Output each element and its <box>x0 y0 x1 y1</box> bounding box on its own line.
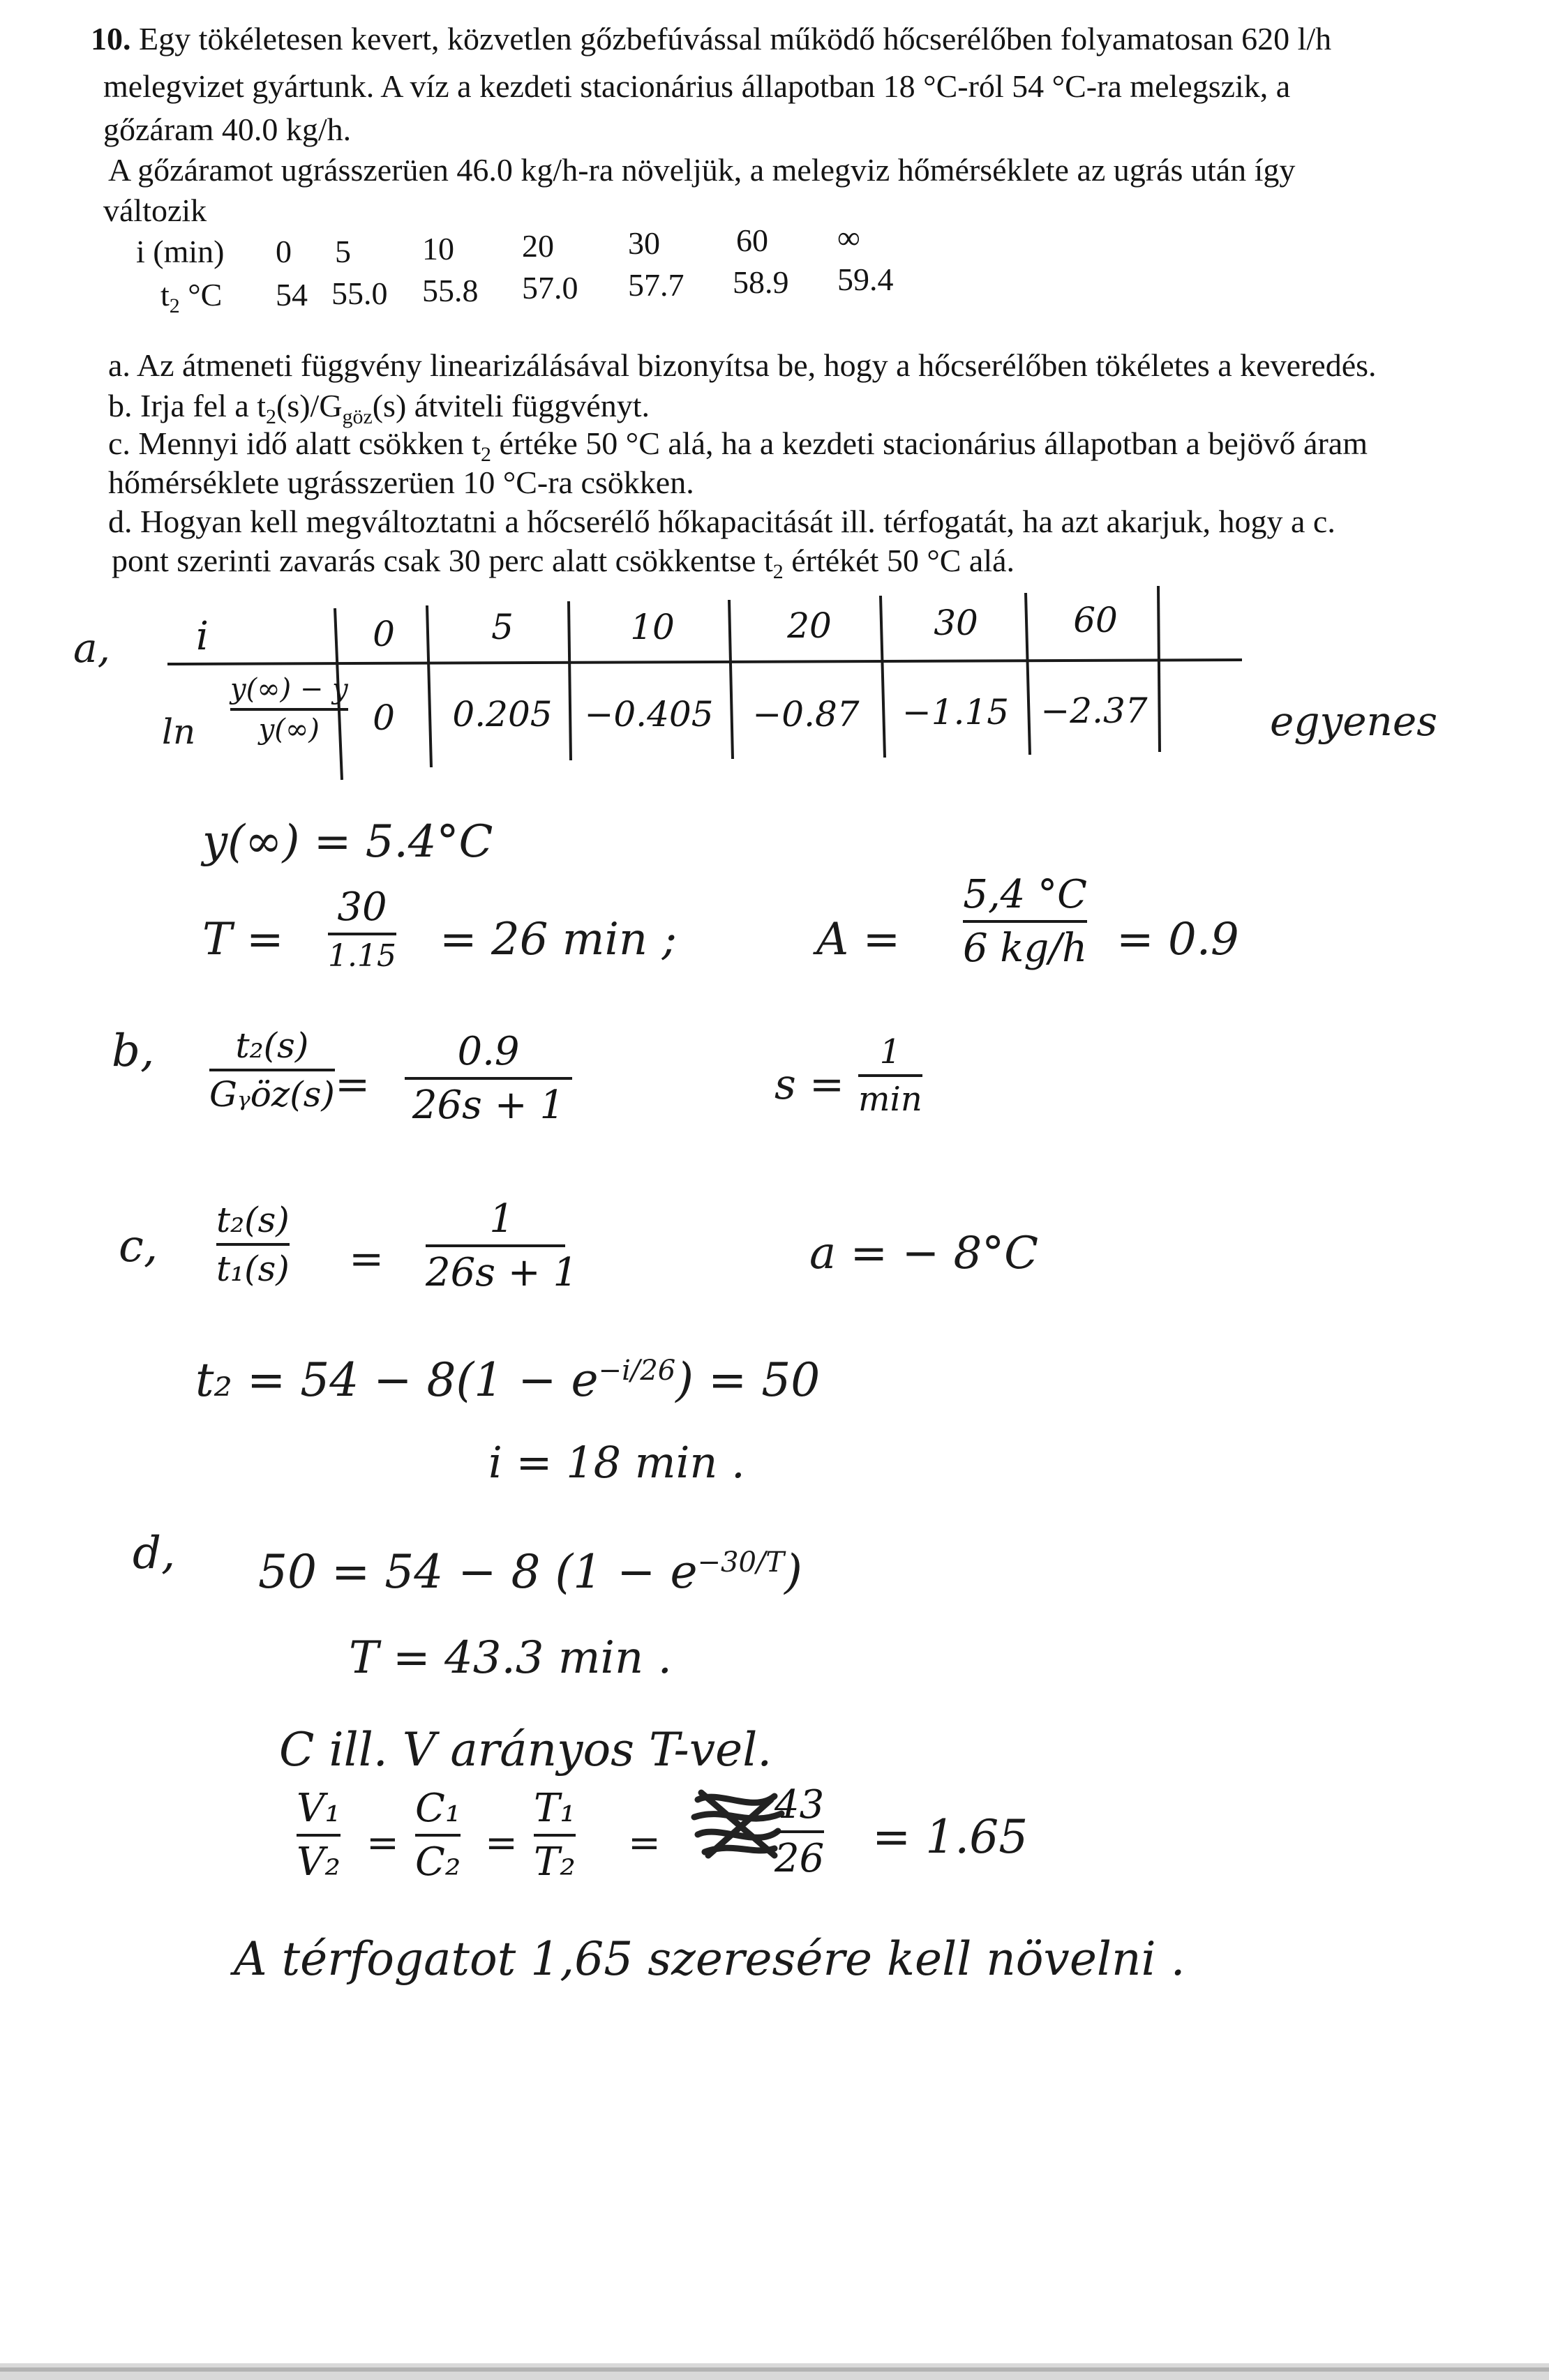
crossed-out-scribble <box>691 1786 788 1862</box>
t-unit: °C <box>179 277 223 312</box>
solution-d-note: C ill. V arányos T-vel. <box>279 1723 772 1777</box>
solution-a-T-lhs: T = <box>202 914 284 965</box>
solution-d-ratio-result: = 1.65 <box>872 1810 1028 1864</box>
V1: V₁ <box>297 1786 341 1831</box>
solution-b-s-fraction <box>858 1032 922 1119</box>
problem-line-1-text: Egy tökéletesen kevert, közvetlen gőzbefúvással működő hőcserélőben folyamatosan 620 l/h <box>139 21 1332 57</box>
c-eq-exponent: −i/26 <box>598 1355 676 1387</box>
equals-sign: = <box>485 1821 518 1866</box>
solution-a-note: egyenes <box>1270 698 1437 745</box>
solution-c-equals: = <box>349 1235 384 1283</box>
scan-edge-noise <box>0 2351 1549 2380</box>
c-rhs-denominator: 26s + 1 <box>426 1250 578 1295</box>
printed-table-time: 30 <box>628 225 660 261</box>
solution-b-lhs-fraction <box>209 1025 335 1115</box>
question-b-pre: b. Irja fel a t <box>108 388 267 423</box>
printed-table-temp: 55.8 <box>422 273 479 308</box>
T-numerator: 30 <box>337 884 387 930</box>
solution-d-conclusion: A térfogatot 1,65 szeresére kell növelni . <box>234 1932 1185 1986</box>
solution-a-table-time: 5 <box>491 607 514 647</box>
solution-d-equation <box>258 1545 802 1599</box>
question-b-sub1: 2 <box>266 405 276 429</box>
ln-numerator: y(∞) − y <box>230 673 348 705</box>
question-d-post: értékét 50 °C alá. <box>783 543 1015 578</box>
solution-a-T-fraction <box>328 884 396 974</box>
printed-table-temp: 54 <box>276 277 308 312</box>
solution-a-table-value: 0 <box>373 698 395 738</box>
s-denominator: min <box>858 1080 922 1119</box>
question-d-sub: 2 <box>772 560 784 584</box>
T1: T₁ <box>534 1786 576 1831</box>
question-a: a. Az átmeneti függvény linearizálásával bizonyítsa be, hogy a hőcserélőben tökéletes a keveredés. <box>108 347 1377 383</box>
problem-line-4: A gőzáramot ugrásszerüen 46.0 kg/h-ra növeljük, a melegviz hőmérséklete az ugrás után így <box>108 152 1296 188</box>
question-c-sub: 2 <box>481 443 491 467</box>
question-b-mid: (s)/G <box>276 388 343 423</box>
solution-c-a: a = − 8°C <box>809 1228 1039 1279</box>
solution-a-table-value: −2.37 <box>1040 691 1148 731</box>
printed-table-time: 20 <box>522 228 554 264</box>
t-subscript: 2 <box>169 294 180 318</box>
t-symbol: t <box>160 277 170 312</box>
printed-table-temp: 58.9 <box>733 264 789 300</box>
question-d-line-1: d. Hogyan kell megváltoztatni a hőcserélő hőkapacitását ill. térfogatát, ha azt akarjuk, hogy a c. <box>108 504 1335 539</box>
b-lhs-denominator: Gᵧöz(s) <box>209 1074 335 1115</box>
solution-c-equation <box>195 1353 820 1407</box>
ratio-value-numerator: 43 <box>774 1782 825 1828</box>
solution-a-table-value: −0.87 <box>752 694 860 735</box>
solution-b-equals: = <box>335 1060 371 1109</box>
A-numerator: 5,4 °C <box>963 872 1087 917</box>
c-lhs-numerator: t₂(s) <box>216 1200 290 1240</box>
c-eq-pre: t₂ = 54 − 8(1 − e <box>195 1353 599 1407</box>
printed-table-time: 60 <box>736 223 768 258</box>
solution-a-label: a, <box>73 624 111 672</box>
ln-denominator: y(∞) <box>258 714 320 746</box>
problem-line-3: gőzáram 40.0 kg/h. <box>103 112 352 147</box>
printed-table-time: 5 <box>335 234 351 269</box>
printed-table-temp: 59.4 <box>837 262 894 297</box>
solution-d-T: T = 43.3 min . <box>349 1632 672 1684</box>
question-b-sub2: göz <box>342 405 373 429</box>
question-d-pre: pont szerinti zavarás csak 30 perc alatt csökkentse t <box>112 543 773 578</box>
solution-a-T-rhs: = 26 min ; <box>440 914 678 965</box>
solution-a-table-time: 60 <box>1073 600 1118 640</box>
problem-number: 10. <box>91 21 131 57</box>
solution-a-A-lhs: A = <box>816 914 901 965</box>
d-eq-exponent: −30/T <box>697 1546 785 1579</box>
C1: C₁ <box>415 1786 461 1831</box>
solution-a-A-fraction <box>963 872 1087 971</box>
solution-a-table-value: −0.405 <box>584 694 714 735</box>
printed-table-temp: 57.0 <box>522 270 578 306</box>
C2: C₂ <box>415 1839 461 1885</box>
b-rhs-denominator: 26s + 1 <box>412 1083 565 1128</box>
solution-a-table-time: 20 <box>787 605 832 646</box>
question-c-line-2: hőmérséklete ugrásszerüen 10 °C-ra csökken. <box>108 465 694 500</box>
solution-b-label: b, <box>112 1025 155 1077</box>
T-denominator: 1.15 <box>328 938 396 974</box>
solution-a-table-head: i <box>196 614 209 659</box>
equals-sign: = <box>628 1821 661 1866</box>
question-c-pre: c. Mennyi idő alatt csökken t <box>108 425 481 461</box>
question-c-post: értéke 50 °C alá, ha a kezdeti stacionárius állapotban a bejövő áram <box>491 425 1368 461</box>
solution-a-ln: ln <box>162 711 196 752</box>
printed-table-time: 10 <box>422 231 454 266</box>
V2: V₂ <box>297 1839 341 1885</box>
b-lhs-numerator: t₂(s) <box>235 1025 309 1066</box>
solution-a-table-value: 0.205 <box>452 694 553 735</box>
problem-line-2: melegvizet gyártunk. A víz a kezdeti stacionárius állapotban 18 °C-ról 54 °C-ra melegszik, a <box>103 68 1291 104</box>
ratio-value-denominator: 26 <box>774 1836 825 1881</box>
s-numerator: 1 <box>879 1032 901 1071</box>
printed-table-temp: 55.0 <box>331 276 388 311</box>
solution-a-table-time: 0 <box>373 614 395 654</box>
d-eq-post: ) <box>784 1545 802 1599</box>
c-rhs-numerator: 1 <box>489 1196 514 1242</box>
solution-a-table-time: 10 <box>630 607 675 647</box>
solution-d-ratio-t <box>534 1786 576 1885</box>
solution-a-A-rhs: = 0.9 <box>1116 914 1239 965</box>
solution-d-label: d, <box>133 1528 176 1579</box>
printed-table-temp: 57.7 <box>628 267 684 303</box>
T2: T₂ <box>534 1839 576 1885</box>
c-lhs-denominator: t₁(s) <box>216 1249 290 1289</box>
solution-a-yinf: y(∞) = 5.4°C <box>202 816 493 868</box>
solution-a-table-time: 30 <box>934 603 978 643</box>
problem-line-5: változik <box>103 193 207 228</box>
solution-c-label: c, <box>119 1221 158 1272</box>
solution-b-rhs-fraction <box>405 1029 572 1128</box>
d-eq-pre: 50 = 54 − 8 (1 − e <box>258 1545 698 1599</box>
c-eq-post: ) = 50 <box>675 1353 821 1407</box>
printed-table-time: 0 <box>276 234 292 269</box>
A-denominator: 6 kg/h <box>963 926 1088 971</box>
solution-c-rhs-fraction <box>426 1196 578 1295</box>
solution-c-result: i = 18 min . <box>488 1437 745 1488</box>
printed-table-row1-label: i (min) <box>136 234 225 269</box>
solution-d-ratio-v <box>297 1786 341 1885</box>
solution-b-s-lhs: s = <box>774 1060 845 1109</box>
solution-a-ln-fraction <box>230 673 348 746</box>
equals-sign: = <box>366 1821 399 1866</box>
b-rhs-numerator: 0.9 <box>457 1029 520 1074</box>
solution-a-table-value: −1.15 <box>901 692 1010 732</box>
solution-c-lhs-fraction <box>216 1200 290 1289</box>
solution-d-ratio-value <box>774 1782 824 1881</box>
question-b-post: (s) átviteli függvényt. <box>372 388 650 423</box>
printed-table-time: ∞ <box>837 220 860 255</box>
solution-d-ratio-c <box>415 1786 461 1885</box>
